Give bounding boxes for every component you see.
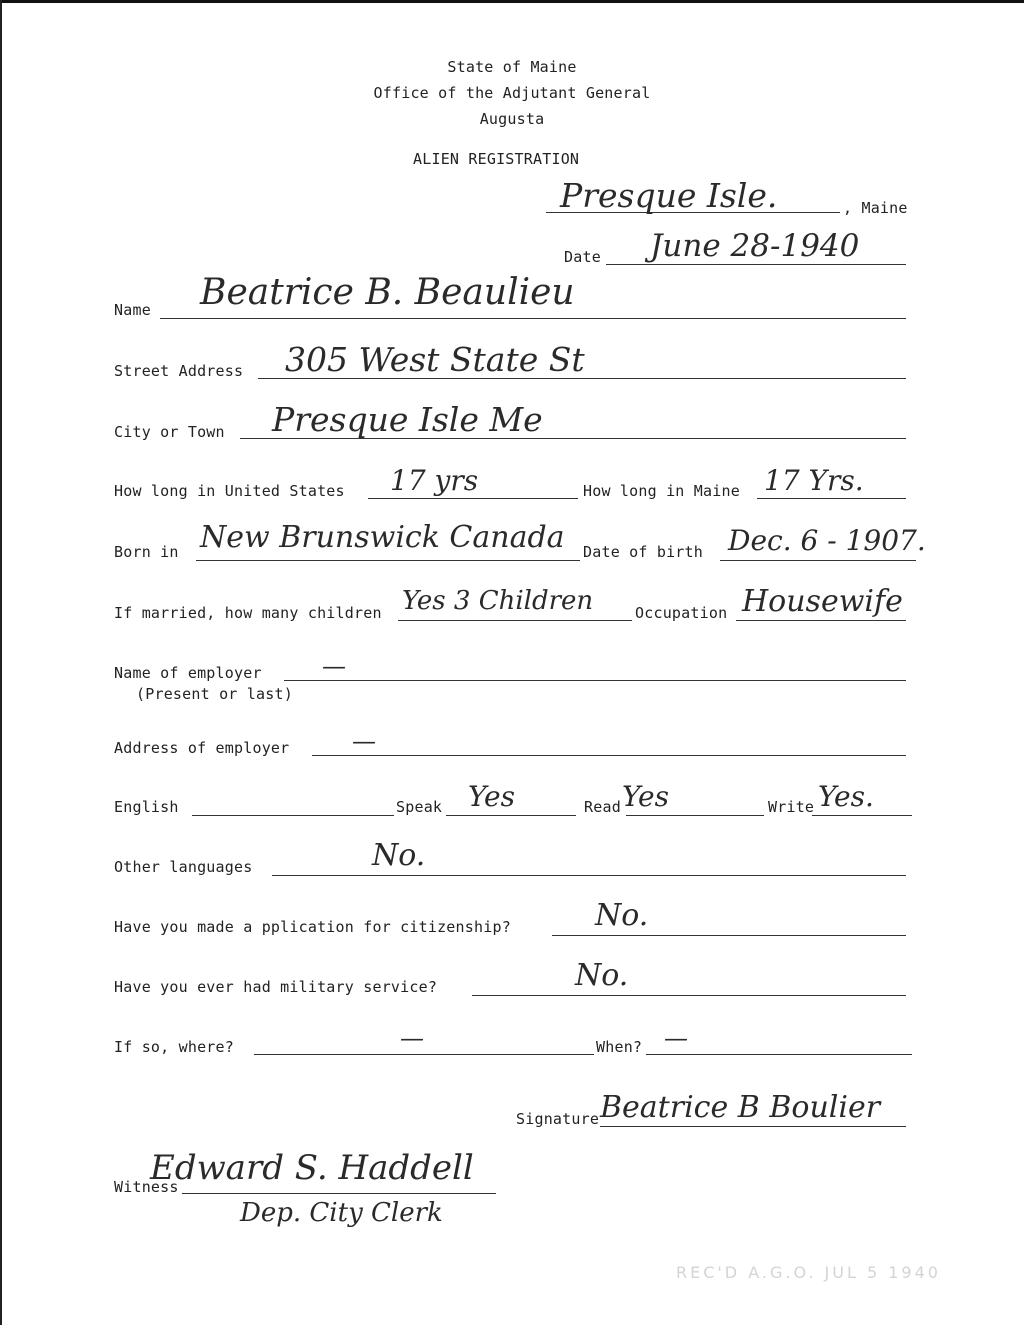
us-duration-label: How long in United States (114, 482, 345, 500)
dob-value: Dec. 6 - 1907. (728, 524, 926, 557)
other-languages-line (272, 875, 906, 876)
speak-line (446, 815, 576, 816)
write-label: Write (768, 798, 815, 816)
write-line (812, 815, 912, 816)
us-duration-value: 17 yrs (390, 464, 479, 497)
date-value: June 28-1940 (650, 228, 860, 264)
employer-line (284, 680, 906, 681)
date-label: Date (564, 248, 601, 266)
maine-duration-value: 17 Yrs. (764, 464, 864, 497)
street-label: Street Address (114, 362, 244, 380)
header-office: Office of the Adjutant General (373, 84, 651, 102)
employer-sublabel: (Present or last) (136, 685, 293, 703)
born-value: New Brunswick Canada (200, 520, 565, 555)
other-languages-label: Other languages (114, 858, 253, 876)
witness-title: Dep. City Clerk (240, 1198, 443, 1228)
maine-duration-label: How long in Maine (583, 482, 740, 500)
read-value: Yes (622, 780, 669, 813)
citizenship-label: Have you made a pplication for citizenship? (114, 918, 511, 936)
name-value: Beatrice B. Beaulieu (200, 272, 575, 313)
employer-value: — (322, 652, 346, 680)
signature-line (600, 1126, 906, 1127)
when-value: — (664, 1024, 688, 1052)
scan-border-top (0, 0, 1024, 3)
place-suffix: , Maine (843, 199, 908, 217)
military-label: Have you ever had military service? (114, 978, 438, 996)
signature-value: Beatrice B Boulier (600, 1090, 881, 1125)
dob-line (720, 560, 916, 561)
date-line (606, 264, 906, 265)
occupation-label: Occupation (635, 604, 728, 622)
children-line (398, 620, 632, 621)
when-line (646, 1054, 912, 1055)
where-line (254, 1054, 594, 1055)
employer-address-line (312, 755, 906, 756)
header-state: State of Maine (447, 58, 577, 76)
where-label: If so, where? (114, 1038, 234, 1056)
witness-label: Witness (114, 1178, 179, 1196)
maine-duration-line (757, 498, 906, 499)
form-title: ALIEN REGISTRATION (413, 150, 580, 168)
military-line (472, 995, 906, 996)
speak-label: Speak (396, 798, 443, 816)
city-label: City or Town (114, 423, 225, 441)
occupation-value: Housewife (742, 584, 903, 619)
header-city: Augusta (479, 110, 545, 128)
born-label: Born in (114, 543, 179, 561)
citizenship-line (552, 935, 906, 936)
citizenship-value: No. (595, 898, 649, 933)
name-label: Name (114, 301, 151, 319)
born-line (196, 560, 580, 561)
employer-label: Name of employer (114, 664, 262, 682)
occupation-line (736, 620, 906, 621)
city-value: Presque Isle Me (272, 400, 543, 439)
read-line (626, 815, 764, 816)
when-label: When? (596, 1038, 643, 1056)
scan-border-left (0, 0, 2, 1325)
children-value: Yes 3 Children (402, 586, 594, 616)
witness-line (182, 1193, 496, 1194)
military-value: No. (575, 958, 629, 993)
signature-label: Signature (516, 1110, 600, 1128)
employer-address-value: — (352, 727, 376, 755)
dob-label: Date of birth (583, 543, 703, 561)
place-value: Presque Isle. (560, 176, 778, 215)
write-value: Yes. (818, 780, 874, 813)
speak-value: Yes (468, 780, 515, 813)
where-value: — (400, 1024, 424, 1052)
english-label: English (114, 798, 179, 816)
us-duration-line (368, 498, 578, 499)
other-languages-value: No. (372, 838, 426, 873)
name-line (160, 318, 906, 319)
english-line (192, 815, 394, 816)
street-value: 305 West State St (285, 340, 585, 379)
employer-address-label: Address of employer (114, 739, 290, 757)
witness-name: Edward S. Haddell (150, 1148, 474, 1188)
received-stamp: REC'D A.G.O. JUL 5 1940 (676, 1263, 941, 1282)
read-label: Read (584, 798, 621, 816)
children-label: If married, how many children (114, 604, 382, 622)
